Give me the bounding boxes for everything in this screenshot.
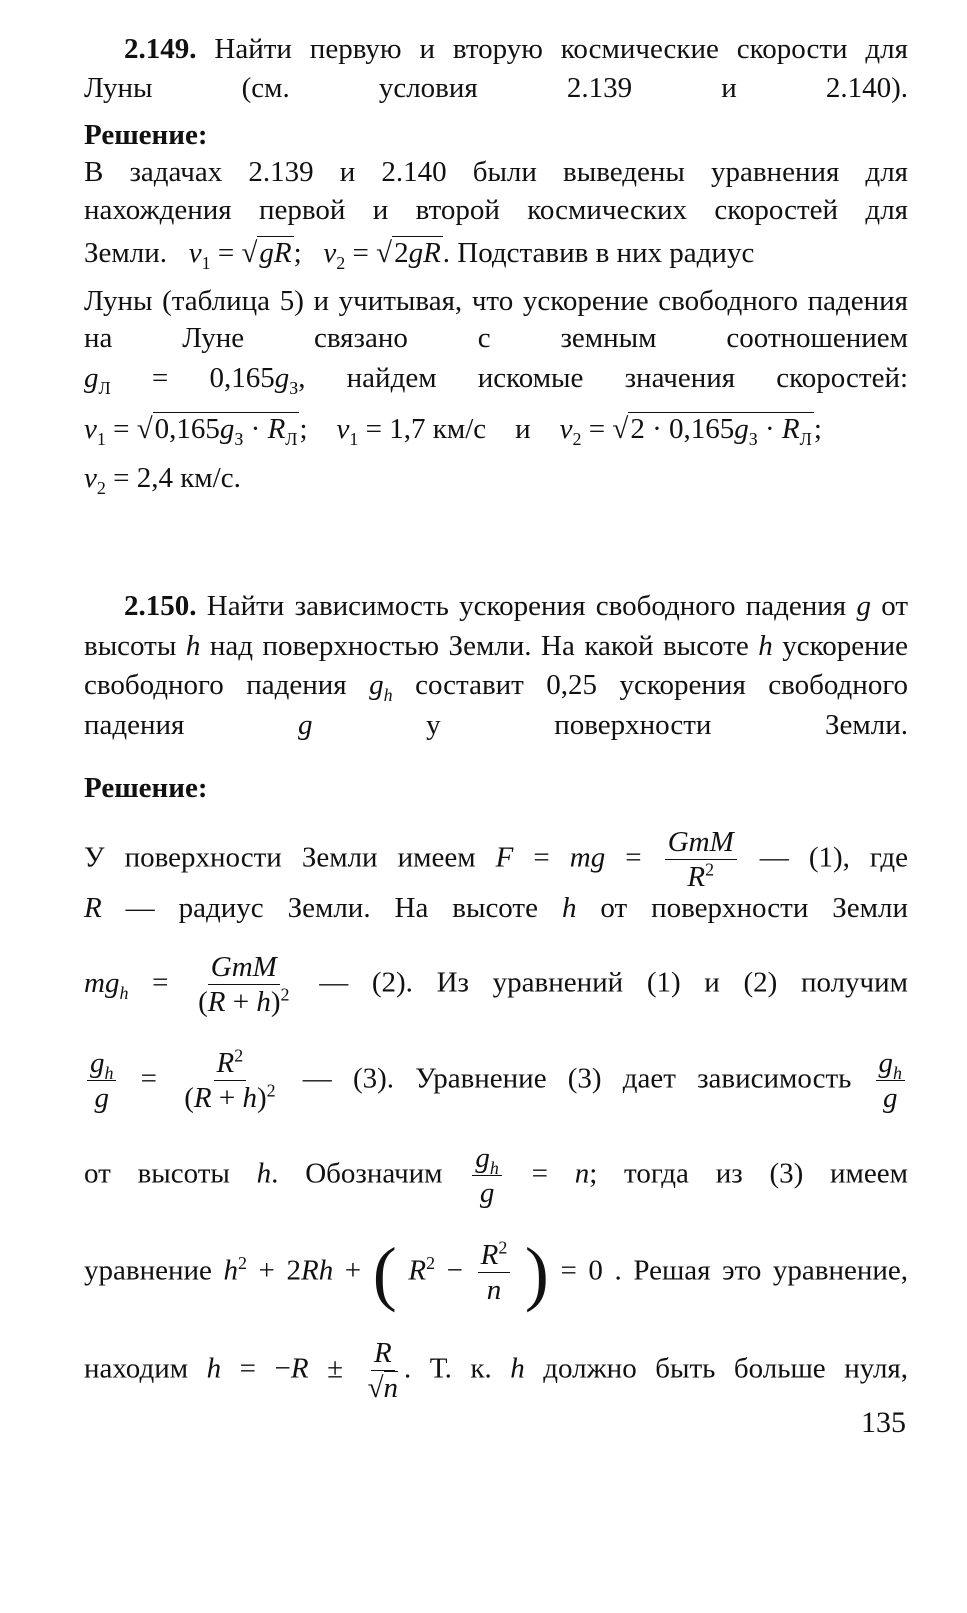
velocity-line: $v_1 = √0,165g_З \cdot R_Л$; $v_1 = 1,7$ км/с и $v_2 = √2 \cdot 0,165g_З \cdot R_Л$; [84,413,822,449]
solution-heading: Решение: [84,119,208,151]
v2-result-line: $v_2 = 2,4$ км/с. [84,462,241,498]
solution-149-text-2: Луны (таблица 5) и учитывая, что ускорение свободного падения на Луне связано с земным соотношением [84,285,908,354]
formula-line-4: $\frac{g_h}{g}$ = $\frac{R^2}{(R + h)^2}$ — (3). Уравнение (3) дает зависимость $\frac{g_h}{g}$ [84,1048,908,1114]
formula-line-7: находим h = −R ± $\frac{R}{√n}$ . Т. к. h должно быть больше нуля, [84,1337,909,1405]
formula-line-2: R — радиус Земли. На высоте h от поверхности Земли [84,892,909,924]
problem-150: 2.150. Найти зависимость ускорения свободного падения g от высоты h над поверхностью Земли. На какой высоте h ускорение свободного падения $g_h$ составит 0,25 ускорения свободного падения g у поверхности Земли. [84,590,909,741]
page-number: 135 [861,1406,906,1439]
problem-number: 2.150. [124,590,197,622]
moon-g-line: $g_Л = 0,165g_З$, найдем искомые значения скоростей: [84,362,909,398]
problem-text: Найти первую и вторую космические скорости для Луны (см. условия 2.139 и 2.140). [84,33,908,104]
problem-number: 2.149. [124,33,197,65]
formula-line-3: $mg_h$ = $\frac{\text{GmM}}{(R + h)^2}$ — (2). Из уравнений (1) и (2) получим [84,951,909,1019]
earth-formulas-line: Земли. $v_1 = √gR$; $v_2 = √2gR$. Подставив в них радиус [84,237,755,273]
solution-heading: Решение: [84,772,208,804]
problem-149 [84,30,908,146]
formula-line-5: от высоты h. Обозначим $\frac{g_h}{g}$ = n; тогда из (3) имеем [84,1142,908,1210]
solution-paragraph: В задачах 2.139 и 2.140 были выведены уравнения для нахождения первой и второй космических скоростей для [84,156,908,226]
formula-line-1: У поверхности Земли имеем F = mg = $\frac{\text{GmM}}{R^2}$ — (1), где [84,826,909,894]
formula-line-6: уравнение $h^2 + 2Rh$ + ( $R^2$ − $\frac{R^2}{n}$ ) = 0 . Решая это уравнение, [84,1232,909,1313]
